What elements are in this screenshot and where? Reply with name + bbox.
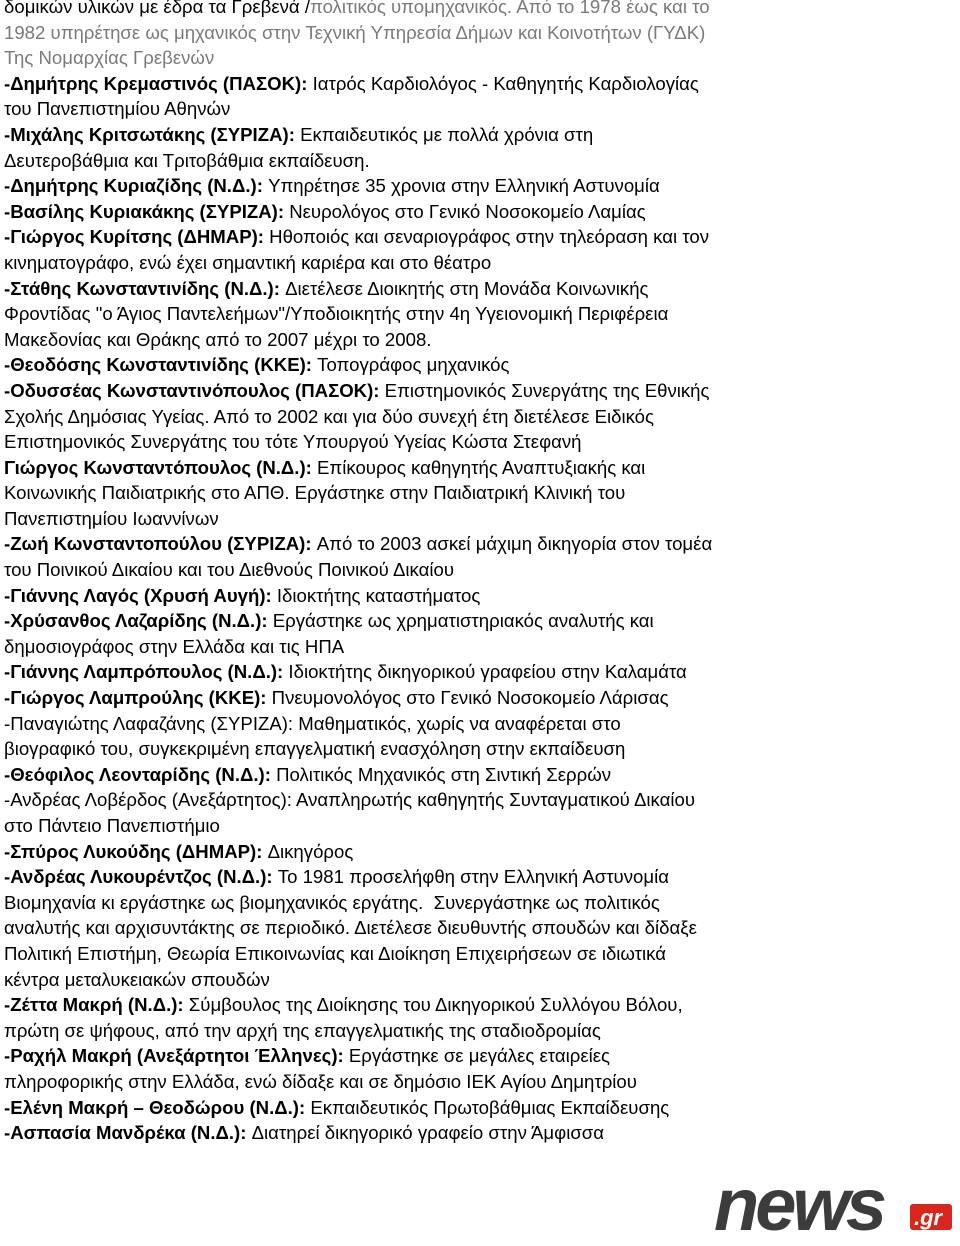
bio-text: Κοινωνικής Παιδιατρικής στο ΑΠΘ. Εργάστηκε στην Παιδιατρική Κλινική του [4, 482, 626, 504]
bio-text: Εκπαιδευτικός Πρωτοβάθμιας Εκπαίδευσης [310, 1096, 670, 1118]
bio-text: Μακεδονίας και Θράκης από το 2007 μέχρι το 2008. [4, 328, 432, 350]
text-line [4, 608, 954, 634]
candidate-name: -Ελένη Μακρή – Θεοδώρου (Ν.Δ.): [4, 1096, 311, 1118]
text-line [4, 967, 954, 993]
text-line [4, 0, 954, 20]
text-line [4, 429, 954, 455]
bio-text: Επιστημονικός Συνεργάτης της Εθνικής [384, 379, 710, 401]
candidate-name: -Θεοδόσης Κωνσταντινίδης (ΚΚΕ): [4, 354, 318, 376]
bio-text: Πανεπιστημίου Ιωαννίνων [4, 507, 219, 529]
bio-text: Πολιτική Επιστήμη, Θεωρία Επικοινωνίας και Διοίκηση Επιχειρήσεων σε ιδιωτικά [4, 942, 666, 964]
text-line [4, 224, 954, 250]
text-line [4, 96, 954, 122]
text-line [4, 45, 954, 71]
logo-word: news [714, 1174, 884, 1238]
text-line [4, 711, 954, 737]
candidate-name: -Δημήτρης Κρεμαστινός (ΠΑΣΟΚ): [4, 72, 313, 94]
bio-text: Σχολής Δημόσιας Υγείας. Από το 2002 και για δύο συνεχή έτη διετέλεσε Ειδικός [4, 405, 654, 427]
text-line [4, 327, 954, 353]
text-line [4, 1043, 954, 1069]
text-line [4, 736, 954, 762]
text-line [4, 1018, 954, 1044]
bio-text: πρώτη σε ψήφους, από την αρχή της επαγγελματικής της σταδιοδρομίας [4, 1019, 601, 1041]
bio-text: του Πανεπιστημίου Αθηνών [4, 98, 231, 120]
text-line [4, 276, 954, 302]
candidate-name: -Στάθης Κωνσταντινίδης (Ν.Δ.): [4, 277, 286, 299]
text-line [4, 659, 954, 685]
candidate-name: -Γιώργος Κυρίτσης (ΔΗΜΑΡ): [4, 226, 270, 248]
candidate-name: -Δημήτρης Κυριαζίδης (Ν.Δ.): [4, 175, 269, 197]
bio-text: Εκπαιδευτικός με πολλά χρόνια στη [300, 123, 594, 145]
candidate-name: -Ανδρέας Λυκουρέντζος (Ν.Δ.): [4, 866, 278, 888]
text-line [4, 839, 954, 865]
candidate-name: -Γιάννης Λαμπρόπουλος (Ν.Δ.): [4, 661, 289, 683]
candidate-name: -Ζέττα Μακρή (Ν.Δ.): [4, 994, 189, 1016]
bio-text: αναλυτής και αρχισυντάκτης σε περιοδικό. Διετέλεσε διευθυντής σπουδών και δίδαξε [4, 917, 697, 939]
bio-text: Πολιτικός Μηχανικός στη Σιντική Σερρών [276, 763, 612, 785]
text-line [4, 941, 954, 967]
candidate-name: -Γιάννης Λαγός (Χρυσή Αυγή): [4, 584, 277, 606]
text-line [4, 199, 954, 225]
logo-suffix: .gr [914, 1205, 943, 1230]
text-line [4, 148, 954, 174]
bio-text: Εργάστηκε ως χρηματιστηριακός αναλυτής και [272, 610, 654, 632]
bio-text: Ιατρός Καρδιολόγος - Καθηγητής Καρδιολογίας [312, 72, 699, 94]
candidate-name: -Γιώργος Λαμπρούλης (ΚΚΕ): [4, 687, 272, 709]
candidate-name: -Μιχάλης Κριτσωτάκης (ΣΥΡΙΖΑ): [4, 123, 301, 145]
text-line [4, 250, 954, 276]
text-line [4, 20, 954, 46]
text-line [4, 634, 954, 660]
candidate-name: -Θεόφιλος Λεονταρίδης (Ν.Δ.): [4, 763, 277, 785]
candidate-name: -Ραχήλ Μακρή (Ανεξάρτητοι Έλληνες): [4, 1045, 349, 1067]
text-line [4, 787, 954, 813]
text-line [4, 915, 954, 941]
text-line [4, 352, 954, 378]
bio-text: Ηθοποιός και σεναριογράφος στην τηλεόραση και τον [269, 226, 710, 248]
bio-text: Τοπογράφος μηχανικός [317, 354, 510, 376]
text-line [4, 992, 954, 1018]
text-line [4, 378, 954, 404]
text-line [4, 813, 954, 839]
text-line [4, 1069, 954, 1095]
text-line [4, 1095, 954, 1121]
text-line [4, 1120, 954, 1146]
news-gr-logo [714, 1174, 954, 1238]
bio-text: Νευρολόγος στο Γενικό Νοσοκομείο Λαμίας [289, 200, 646, 222]
bio-text: βιογραφικό του, συγκεκριμένη επαγγελματική ενασχόληση στην εκπαίδευση [4, 738, 626, 760]
text-line [4, 122, 954, 148]
bio-text: Πνευμονολόγος στο Γενικό Νοσοκομείο Λάρισας [271, 687, 669, 709]
bio-text: Φροντίδας "ο Άγιος Παντελεήμων"/Υποδιοικητής στην 4η Υγειονομική Περιφέρεια [4, 303, 669, 325]
candidate-name: -Οδυσσέας Κωνσταντινόπουλος (ΠΑΣΟΚ): [4, 379, 385, 401]
bio-text: Βιομηχανία κι εργάστηκε ως βιομηχανικός εργάτης. Συνεργάστηκε ως πολιτικός [4, 891, 660, 913]
text-line [4, 173, 954, 199]
bio-text: Από το 2003 ασκεί μάχιμη δικηγορία στον τομέα [316, 533, 713, 555]
logo-mark [714, 1174, 954, 1238]
candidate-name: -Ζωή Κωνσταντοπούλου (ΣΥΡΙΖΑ): [4, 533, 317, 555]
bio-text: Διατηρεί δικηγορικό γραφείο στην Άμφισσα [251, 1122, 605, 1144]
bio-text: Διετέλεσε Διοικητής στη Μονάδα Κοινωνικής [285, 277, 649, 299]
bio-text: Εργάστηκε σε μεγάλες εταιρείες [348, 1045, 611, 1067]
bio-text: δημοσιογράφος στην Ελλάδα και τις ΗΠΑ [4, 635, 345, 657]
bio-text: Επίκουρος καθηγητής Αναπτυξιακής και [317, 456, 646, 478]
bio-text: Επιστημονικός Συνεργάτης του τότε Υπουργού Υγείας Κώστα Στεφανή [4, 431, 582, 453]
bio-text: πολιτικός υπομηχανικός. Από το 1978 έως και το [310, 0, 710, 17]
candidate-name: -Σπύρος Λυκούδης (ΔΗΜΑΡ): [4, 840, 268, 862]
bio-text: πληροφορικής στην Ελλάδα, ενώ δίδαξε και σε δημόσιο ΙΕΚ Αγίου Δημητρίου [4, 1070, 637, 1092]
text-line [4, 506, 954, 532]
text-line [4, 455, 954, 481]
text-line [4, 480, 954, 506]
text-line [4, 762, 954, 788]
text-line [4, 71, 954, 97]
text-line [4, 890, 954, 916]
candidate-name: -Χρύσανθος Λαζαρίδης (Ν.Δ.): [4, 610, 273, 632]
text-line [4, 531, 954, 557]
bio-text: κέντρα μεταλυκειακών σπουδών [4, 968, 270, 990]
bio-text: κινηματογράφο, ενώ έχει σημαντική καριέρα και στο θέατρο [4, 251, 492, 273]
candidate-name: -Βασίλης Κυριακάκης (ΣΥΡΙΖΑ): [4, 200, 290, 222]
candidate-name: Γιώργος Κωνσταντόπουλος (Ν.Δ.): [4, 456, 318, 478]
text-line [4, 864, 954, 890]
bio-text: -Ανδρέας Λοβέρδος (Ανεξάρτητος): Αναπληρωτής καθηγητής Συνταγματικού Δικαίου [4, 789, 695, 811]
bio-text: Το 1981 προσελήφθη στην Ελληνική Αστυνομία [277, 866, 669, 888]
text-line [4, 583, 954, 609]
text-line [4, 301, 954, 327]
bio-text: Υπηρέτησε 35 χρονια στην Ελληνική Αστυνομία [268, 175, 660, 197]
bio-text: στο Πάντειο Πανεπιστήμιο [4, 815, 220, 836]
text-line [4, 685, 954, 711]
candidate-name: -Ασπασία Μανδρέκα (Ν.Δ.): [4, 1122, 252, 1144]
bio-text: Της Νομαρχίας Γρεβενών [4, 47, 215, 69]
bio-text: του Ποινικού Δικαίου και του Διεθνούς Ποινικού Δικαίου [4, 559, 454, 581]
bio-text: -Παναγιώτης Λαφαζάνης (ΣΥΡΙΖΑ): Μαθηματικός, χωρίς να αναφέρεται στο [4, 712, 621, 734]
bio-text: Σύμβουλος της Διοίκησης του Δικηγορικού Συλλόγου Βόλου, [188, 994, 683, 1016]
text-line [4, 404, 954, 430]
bio-text: δομικών υλικών με έδρα τα Γρεβενά / [4, 0, 310, 17]
text-line [4, 557, 954, 583]
bio-text: Ιδιοκτήτης καταστήματος [276, 584, 481, 606]
bio-text: Ιδιοκτήτης δικηγορικού γραφείου στην Καλαμάτα [288, 661, 687, 683]
bio-text: Δικηγόρος [267, 840, 354, 862]
bio-text: Δευτεροβάθμια και Τριτοβάθμια εκπαίδευση. [4, 149, 370, 171]
bio-text: 1982 υπηρέτησε ως μηχανικός στην Τεχνική Υπηρεσία Δήμων και Κοινοτήτων (ΓΥΔΚ) [4, 21, 706, 43]
document-body [4, 0, 954, 1146]
